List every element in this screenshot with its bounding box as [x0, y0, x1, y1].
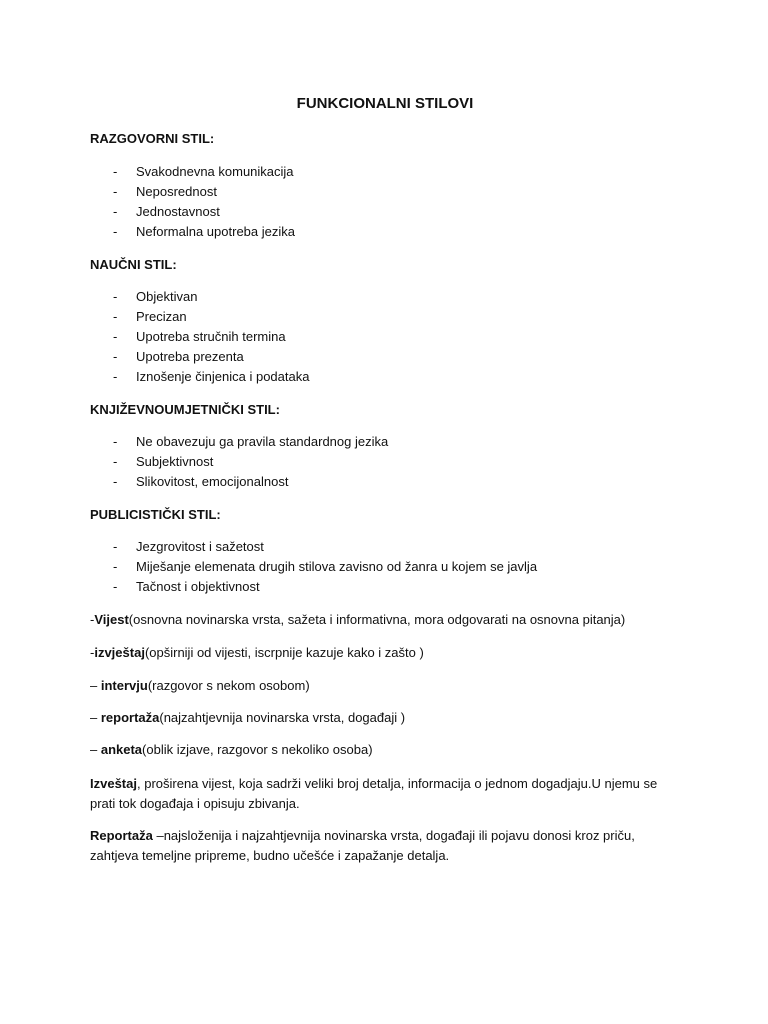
- bullet-dash: -: [113, 184, 118, 199]
- paragraph-term: Izveštaj: [90, 776, 137, 791]
- term-description: (razgovor s nekom osobom): [147, 678, 310, 693]
- term-name: anketa: [100, 742, 143, 757]
- list-item: [90, 537, 680, 557]
- list-item: [90, 222, 680, 242]
- list-item-text: Objektivan: [136, 289, 198, 304]
- term-line-anketa: [90, 740, 680, 760]
- list-item: [90, 347, 680, 367]
- term-description: (najzahtjevnija novinarska vrsta, događaji ): [159, 710, 406, 725]
- bullet-list: [90, 162, 680, 242]
- term-description: (osnovna novinarska vrsta, sažeta i informativna, mora odgovarati na osnovna pitanja): [128, 612, 626, 627]
- term-description: (oblik izjave, razgovor s nekoliko osoba): [142, 742, 373, 757]
- list-item-text: Miješanje elemenata drugih stilova zavisno od žanra u kojem se javlja: [136, 559, 538, 574]
- bullet-dash: -: [113, 309, 118, 324]
- list-item: [90, 182, 680, 202]
- list-item-text: Slikovitost, emocijonalnost: [136, 474, 289, 489]
- paragraph-term: Reportaža: [90, 828, 153, 843]
- list-item-text: Precizan: [136, 309, 187, 324]
- term-name: reportaža: [100, 710, 160, 725]
- list-item-text: Upotreba stručnih termina: [136, 329, 286, 344]
- term-prefix: –: [90, 710, 101, 725]
- term-name: izvještaj: [94, 645, 145, 660]
- bullet-list: [90, 287, 680, 387]
- bullet-dash: -: [113, 539, 118, 554]
- section-heading: PUBLICISTIČKI STIL:: [90, 507, 221, 522]
- bullet-dash: -: [113, 454, 118, 469]
- list-item-text: Subjektivnost: [136, 454, 214, 469]
- bullet-dash: -: [113, 579, 118, 594]
- section-heading: RAZGOVORNI STIL:: [90, 131, 215, 146]
- term-prefix: -: [90, 612, 95, 627]
- list-item: [90, 557, 680, 577]
- paragraph-reportaza: [90, 826, 680, 866]
- list-item-text: Jezgrovitost i sažetost: [136, 539, 264, 554]
- list-item: [90, 307, 680, 327]
- bullet-dash: -: [113, 559, 118, 574]
- bullet-dash: -: [113, 224, 118, 239]
- section-heading: NAUČNI STIL:: [90, 257, 177, 272]
- bullet-dash: -: [113, 434, 118, 449]
- term-prefix: –: [90, 742, 101, 757]
- term-prefix: –: [90, 678, 101, 693]
- term-line-vijest: [90, 610, 680, 630]
- list-item-text: Iznošenje činjenica i podataka: [136, 369, 310, 384]
- list-item: [90, 432, 680, 452]
- bullet-list: [90, 537, 680, 597]
- list-item: [90, 577, 680, 597]
- document-title: FUNKCIONALNI STILOVI: [296, 95, 474, 112]
- list-item: [90, 327, 680, 347]
- list-item-text: Neformalna upotreba jezika: [136, 224, 295, 239]
- list-item-text: Ne obavezuju ga pravila standardnog jezika: [136, 434, 389, 449]
- term-line-reportaza: [90, 708, 680, 728]
- section-razgovorni: [90, 129, 680, 242]
- bullet-dash: -: [113, 329, 118, 344]
- list-item: [90, 452, 680, 472]
- list-item: [90, 162, 680, 182]
- term-description: (opširniji od vijesti, iscrpnije kazuje kako i zašto ): [144, 645, 424, 660]
- term-name: intervju: [100, 678, 148, 693]
- bullet-dash: -: [113, 204, 118, 219]
- paragraph-izvestaj: [90, 774, 680, 814]
- list-item-text: Tačnost i objektivnost: [136, 579, 260, 594]
- paragraph-text: , proširena vijest, koja sadrži veliki broj detalja, informacija o jednom dogadjaju.U njemu se prati tok događaja i opisuju zbivanja.: [90, 776, 658, 811]
- term-line-intervju: [90, 676, 680, 696]
- section-heading: KNJIŽEVNOUMJETNIČKI STIL:: [90, 402, 280, 417]
- bullet-dash: -: [113, 474, 118, 489]
- list-item-text: Svakodnevna komunikacija: [136, 164, 294, 179]
- list-item-text: Jednostavnost: [136, 204, 220, 219]
- list-item-text: Neposrednost: [136, 184, 217, 199]
- bullet-dash: -: [113, 369, 118, 384]
- bullet-dash: -: [113, 164, 118, 179]
- term-prefix: -: [90, 645, 95, 660]
- bullet-dash: -: [113, 289, 118, 304]
- list-item-text: Upotreba prezenta: [136, 349, 244, 364]
- section-publicisticki: [90, 505, 680, 597]
- section-naucni: [90, 255, 680, 387]
- bullet-dash: -: [113, 349, 118, 364]
- bullet-list: [90, 432, 680, 492]
- list-item: [90, 472, 680, 492]
- section-knjizevnoumjetnicki: [90, 400, 680, 492]
- paragraph-text: –najsloženija i najzahtjevnija novinarska vrsta, događaji ili pojavu donosi kroz priču, zahtjeva temeljne pripreme, budno učešće i zapažanje detalja.: [90, 828, 635, 863]
- list-item: [90, 367, 680, 387]
- document-content: [90, 93, 680, 866]
- term-name: Vijest: [94, 612, 129, 627]
- list-item: [90, 287, 680, 307]
- list-item: [90, 202, 680, 222]
- term-line-izvjestaj: [90, 643, 680, 663]
